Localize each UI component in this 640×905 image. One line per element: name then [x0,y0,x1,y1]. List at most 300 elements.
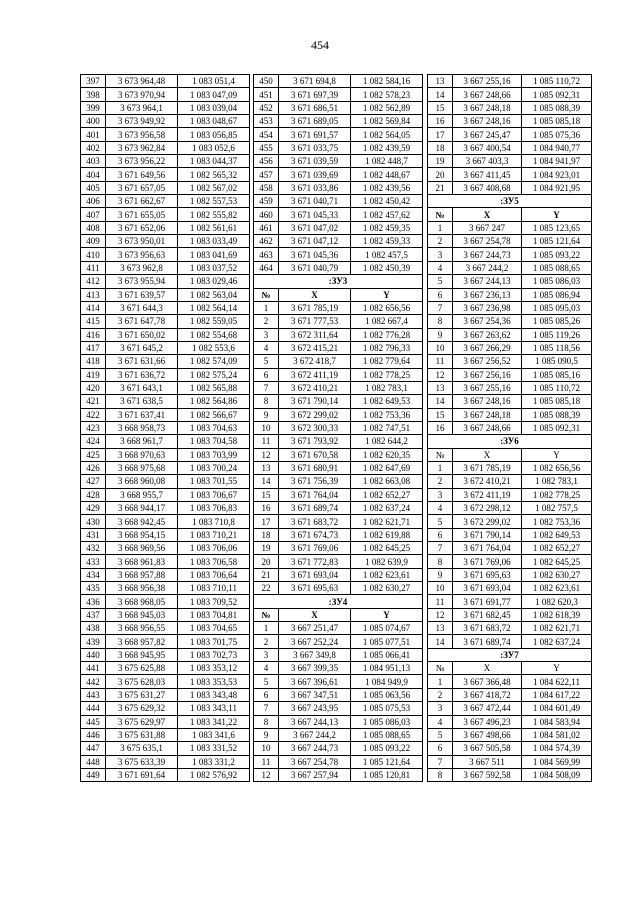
coord-x: 3 667 592,58 [453,768,522,781]
coordinate-row [428,461,592,474]
point-number: 6 [428,528,453,541]
point-number: 6 [254,368,279,381]
coord-y: 1 084 581,02 [522,728,592,741]
coord-y: 1 082 652,27 [351,488,423,501]
point-number: 426 [81,461,106,474]
coordinate-row [428,582,592,595]
point-number: 421 [81,395,106,408]
coordinate-row [81,75,250,88]
coord-y: 1 082 656,56 [522,461,592,474]
coord-y: 1 082 778,25 [522,488,592,501]
coord-x: 3 667 255,16 [453,381,522,394]
coordinate-row [428,88,592,101]
coord-y: 1 085 075,36 [522,128,592,141]
point-number: 398 [81,88,106,101]
coord-x: 3 667 236,98 [453,301,522,314]
coord-x: 3 675 631,88 [106,728,178,741]
point-number: 5 [254,355,279,368]
coord-y: 1 082 566,67 [178,408,250,421]
point-number: 443 [81,688,106,701]
coordinate-row [428,515,592,528]
coord-y: 1 083 704,65 [178,622,250,635]
coord-x: 3 673 964,1 [106,101,178,114]
section-header-row [428,435,592,448]
column-header-y: Y [522,448,592,461]
coordinate-row [428,288,592,301]
coord-y: 1 082 567,02 [178,181,250,194]
point-number: 12 [254,768,279,781]
point-number: 2 [428,235,453,248]
coordinate-row [81,88,250,101]
coord-y: 1 083 331,52 [178,742,250,755]
coord-x: 3 668 956,55 [106,622,178,635]
coord-x: 3 671 785,19 [279,301,351,314]
column-header-y: Y [351,288,423,301]
coord-x: 3 671 650,02 [106,328,178,341]
column-header-number: № [254,288,279,301]
coord-x: 3 671 639,57 [106,288,178,301]
point-number: 440 [81,648,106,661]
coord-y: 1 084 951,13 [351,662,423,675]
point-number: 462 [254,235,279,248]
coordinate-row [254,368,423,381]
coordinate-row [81,555,250,568]
coord-x: 3 671 689,74 [453,635,522,648]
point-number: 15 [254,488,279,501]
point-number: 415 [81,315,106,328]
coord-y: 1 083 704,63 [178,421,250,434]
coord-x: 3 667 418,72 [453,688,522,701]
coord-y: 1 083 709,52 [178,595,250,608]
coordinate-row [254,542,423,555]
point-number: 20 [254,555,279,568]
point-number: 21 [428,181,453,194]
point-number: 425 [81,448,106,461]
coord-x: 3 667 256,16 [453,368,522,381]
coord-x: 3 671 694,8 [279,75,351,88]
coord-y: 1 082 757,5 [522,502,592,515]
coord-x: 3 668 945,03 [106,608,178,621]
point-number: 9 [428,568,453,581]
point-number: 430 [81,515,106,528]
point-number: 3 [428,248,453,261]
coordinate-row [81,608,250,621]
point-number: 436 [81,595,106,608]
point-number: 405 [81,181,106,194]
coord-y: 1 083 037,52 [178,261,250,274]
coord-x: 3 671 756,39 [279,475,351,488]
coord-y: 1 083 041,69 [178,248,250,261]
coordinates-table-right [427,74,592,782]
coordinate-row [81,568,250,581]
coordinate-row [81,582,250,595]
coord-y: 1 082 637,24 [351,502,423,515]
coordinate-row [254,341,423,354]
point-number: 407 [81,208,106,221]
coordinate-row [81,288,250,301]
point-number: 1 [428,221,453,234]
coord-x: 3 667 244,13 [279,715,351,728]
coord-y: 1 082 450,42 [351,195,423,208]
coord-y: 1 085 123,65 [522,221,592,234]
point-number: 1 [428,461,453,474]
coord-x: 3 668 942,45 [106,515,178,528]
coord-x: 3 671 790,14 [453,528,522,541]
coordinate-row [81,221,250,234]
coord-x: 3 667 251,47 [279,622,351,635]
coord-x: 3 671 045,33 [279,208,351,221]
coord-y: 1 085 110,72 [522,381,592,394]
column-header-number: № [428,448,453,461]
coordinate-row [81,502,250,515]
coord-y: 1 083 051,4 [178,75,250,88]
coord-y: 1 085 088,39 [522,101,592,114]
coord-y: 1 082 747,51 [351,421,423,434]
coord-x: 3 667 248,16 [453,115,522,128]
coord-x: 3 671 764,04 [453,542,522,555]
point-number: 460 [254,208,279,221]
coord-y: 1 084 508,09 [522,768,592,781]
coord-y: 1 083 056,85 [178,128,250,141]
point-number: 453 [254,115,279,128]
point-number: 1 [254,622,279,635]
coord-y: 1 082 649,53 [351,395,423,408]
coord-y: 1 085 093,22 [351,742,423,755]
section-title: :ЗУ4 [254,595,423,608]
section-header-row [254,595,423,608]
column-header-x: X [453,448,522,461]
page-number: 454 [311,38,329,52]
coordinate-row [428,275,592,288]
coord-y: 1 082 644,2 [351,435,423,448]
coordinate-row [254,582,423,595]
point-number: 8 [428,768,453,781]
coordinate-row [254,408,423,421]
coord-y: 1 082 450,39 [351,261,423,274]
coord-y: 1 082 559,05 [178,315,250,328]
coordinate-row [81,315,250,328]
column-header-number: № [428,208,453,221]
point-number: 4 [428,261,453,274]
point-number: 14 [428,88,453,101]
coord-y: 1 084 941,97 [522,155,592,168]
coordinate-row [81,368,250,381]
coordinate-row [81,595,250,608]
coord-x: 3 667 254,78 [279,755,351,768]
coordinate-row [81,395,250,408]
coord-y: 1 082 561,61 [178,221,250,234]
coordinate-row [254,168,423,181]
point-number: 8 [428,555,453,568]
point-number: 6 [254,688,279,701]
coord-x: 3 667 396,61 [279,675,351,688]
coord-x: 3 675 635,1 [106,742,178,755]
coord-y: 1 083 353,12 [178,662,250,675]
coord-y: 1 082 639,9 [351,555,423,568]
coordinate-row [254,715,423,728]
coord-y: 1 083 703,99 [178,448,250,461]
coordinate-row [428,542,592,555]
coord-x: 3 671 647,78 [106,315,178,328]
coordinate-row [254,728,423,741]
coord-y: 1 085 121,64 [522,235,592,248]
coord-x: 3 672 418,7 [279,355,351,368]
point-number: 444 [81,702,106,715]
point-number: 16 [428,421,453,434]
coordinate-row [254,248,423,261]
coordinate-row [428,168,592,181]
coord-x: 3 672 411,19 [279,368,351,381]
coord-x: 3 667 254,78 [453,235,522,248]
point-number: 3 [428,488,453,501]
coordinate-row [428,368,592,381]
coord-y: 1 083 702,73 [178,648,250,661]
coordinate-row [428,101,592,114]
coordinate-row [254,395,423,408]
coord-x: 3 667 366,48 [453,675,522,688]
coord-x: 3 672 410,21 [279,381,351,394]
coord-y: 1 082 623,61 [351,568,423,581]
coord-y: 1 082 783,1 [522,475,592,488]
coordinate-row [81,715,250,728]
coord-y: 1 085 093,22 [522,248,592,261]
coord-y: 1 083 706,58 [178,555,250,568]
coordinate-row [254,648,423,661]
point-number: 399 [81,101,106,114]
point-number: 7 [254,702,279,715]
coord-y: 1 082 565,32 [178,168,250,181]
coord-x: 3 673 955,94 [106,275,178,288]
coord-y: 1 085 086,94 [522,288,592,301]
coord-x: 3 668 945,95 [106,648,178,661]
coord-y: 1 083 343,11 [178,702,250,715]
coord-x: 3 667 349,8 [279,648,351,661]
point-number: 438 [81,622,106,635]
point-number: 7 [428,755,453,768]
point-number: 433 [81,555,106,568]
coord-y: 1 083 029,46 [178,275,250,288]
point-number: 434 [81,568,106,581]
coord-x: 3 667 245,47 [453,128,522,141]
coordinate-row [81,461,250,474]
coord-y: 1 083 033,49 [178,235,250,248]
point-number: 4 [254,662,279,675]
coordinate-row [428,315,592,328]
coord-y: 1 085 077,51 [351,635,423,648]
coord-y: 1 082 630,27 [522,568,592,581]
point-number: 411 [81,261,106,274]
coordinate-row [254,528,423,541]
coord-x: 3 673 970,94 [106,88,178,101]
coord-y: 1 082 779,64 [351,355,423,368]
coord-x: 3 667 244,2 [453,261,522,274]
coord-x: 3 671 033,86 [279,181,351,194]
point-number: 435 [81,582,106,595]
coordinate-row [81,341,250,354]
coord-y: 1 083 341,22 [178,715,250,728]
coordinate-row [428,248,592,261]
point-number: 410 [81,248,106,261]
coord-x: 3 671 686,51 [279,101,351,114]
coord-x: 3 671 691,57 [279,128,351,141]
coordinate-row [428,742,592,755]
coord-x: 3 667 248,18 [453,101,522,114]
point-number: 418 [81,355,106,368]
point-number: 7 [428,301,453,314]
section-header-row [254,275,423,288]
coord-x: 3 671 683,72 [279,515,351,528]
coord-y: 1 082 621,71 [351,515,423,528]
coord-y: 1 082 645,25 [351,542,423,555]
coordinate-row [428,408,592,421]
point-number: 2 [428,475,453,488]
coord-x: 3 671 769,06 [453,555,522,568]
coordinate-row [254,221,423,234]
coordinate-row [428,635,592,648]
coord-x: 3 672 311,64 [279,328,351,341]
coord-x: 3 671 790,14 [279,395,351,408]
coord-x: 3 671 631,66 [106,355,178,368]
coord-x: 3 671 655,05 [106,208,178,221]
coord-x: 3 667 408,68 [453,181,522,194]
coord-x: 3 673 964,48 [106,75,178,88]
coordinate-row [81,155,250,168]
point-number: 19 [254,542,279,555]
coordinate-row [428,488,592,501]
point-number: 15 [428,101,453,114]
coordinate-row [254,381,423,394]
coordinate-row [81,328,250,341]
coord-y: 1 082 576,92 [178,768,250,781]
coord-x: 3 667 247 [453,221,522,234]
coord-y: 1 083 706,64 [178,568,250,581]
coordinate-row [254,115,423,128]
coord-y: 1 082 574,09 [178,355,250,368]
coord-x: 3 668 960,08 [106,475,178,488]
coordinate-row [254,635,423,648]
point-number: 15 [428,408,453,421]
point-number: 12 [254,448,279,461]
coord-x: 3 671 691,77 [453,595,522,608]
coord-y: 1 085 088,65 [522,261,592,274]
column-header-number: № [428,662,453,675]
point-number: 439 [81,635,106,648]
coord-x: 3 673 956,22 [106,155,178,168]
coord-x: 3 667 403,3 [453,155,522,168]
coordinate-row [428,595,592,608]
coord-x: 3 671 638,5 [106,395,178,408]
coord-y: 1 084 921,95 [522,181,592,194]
coord-x: 3 667 266,29 [453,341,522,354]
coordinate-row [428,141,592,154]
coordinate-row [428,555,592,568]
coord-y: 1 082 667,4 [351,315,423,328]
point-number: 13 [428,622,453,635]
coord-x: 3 671 047,12 [279,235,351,248]
section-title: :ЗУ3 [254,275,423,288]
coordinate-row [254,768,423,781]
coord-x: 3 671 662,67 [106,195,178,208]
point-number: 449 [81,768,106,781]
coordinate-row [81,235,250,248]
point-number: 5 [428,728,453,741]
column-header-y: Y [522,662,592,675]
coord-x: 3 675 633,39 [106,755,178,768]
coordinate-row [81,515,250,528]
point-number: 406 [81,195,106,208]
coord-y: 1 085 088,65 [351,728,423,741]
coord-y: 1 085 110,72 [522,75,592,88]
point-number: 2 [254,635,279,648]
coord-y: 1 084 574,39 [522,742,592,755]
coordinate-row [81,542,250,555]
coord-x: 3 668 954,15 [106,528,178,541]
coordinate-row [81,181,250,194]
coord-x: 3 675 628,03 [106,675,178,688]
section-title: :ЗУ5 [428,195,592,208]
coordinate-row [81,488,250,501]
coordinate-row [254,328,423,341]
coordinate-row [254,675,423,688]
coord-x: 3 671 769,06 [279,542,351,555]
point-number: 414 [81,301,106,314]
coord-x: 3 673 956,63 [106,248,178,261]
coord-x: 3 667 347,51 [279,688,351,701]
point-number: 1 [254,301,279,314]
coord-x: 3 673 949,92 [106,115,178,128]
coordinate-row [254,301,423,314]
coordinate-row [428,608,592,621]
point-number: 409 [81,235,106,248]
point-number: 413 [81,288,106,301]
coordinate-row [81,742,250,755]
coord-y: 1 085 092,31 [522,421,592,434]
column-header-row [428,208,592,221]
point-number: 5 [254,675,279,688]
coord-x: 3 667 236,13 [453,288,522,301]
coord-x: 3 673 962,84 [106,141,178,154]
coord-y: 1 082 618,39 [522,608,592,621]
coord-x: 3 667 248,16 [453,395,522,408]
coord-x: 3 671 772,83 [279,555,351,568]
coordinate-row [254,208,423,221]
column-header-x: X [453,662,522,675]
coord-y: 1 085 085,18 [522,115,592,128]
column-header-number: № [254,608,279,621]
coord-x: 3 667 244,73 [279,742,351,755]
point-number: 429 [81,502,106,515]
coordinate-row [81,168,250,181]
coordinate-row [428,568,592,581]
coordinate-row [254,475,423,488]
coordinate-row [428,235,592,248]
coord-x: 3 671 691,64 [106,768,178,781]
coord-y: 1 085 074,67 [351,622,423,635]
point-number: 12 [428,368,453,381]
coord-x: 3 671 040,71 [279,195,351,208]
coord-y: 1 083 704,81 [178,608,250,621]
point-number: 423 [81,421,106,434]
coord-y: 1 083 353,53 [178,675,250,688]
point-number: 452 [254,101,279,114]
coord-y: 1 085 121,64 [351,755,423,768]
point-number: 437 [81,608,106,621]
coordinate-row [428,301,592,314]
point-number: 400 [81,115,106,128]
coord-x: 3 671 033,75 [279,141,351,154]
coord-x: 3 667 252,24 [279,635,351,648]
coord-y: 1 084 569,99 [522,755,592,768]
